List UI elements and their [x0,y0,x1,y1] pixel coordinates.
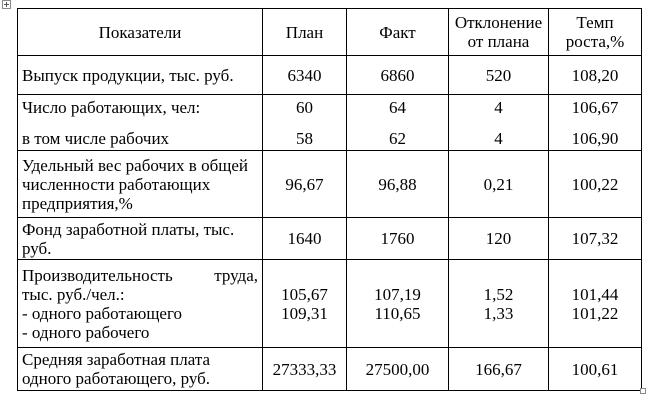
row-sub1-label: - одного работающего [22,303,183,323]
row-label: Фонд заработной платы, тыс. руб. [18,218,263,260]
cell-plan: 6340 [263,56,347,95]
table-row [18,56,642,95]
row-label-group [18,95,263,151]
row-sub-label: в том числе рабочих [22,128,170,148]
cell-sub2-deviation: 1,33 [483,303,514,323]
table-row [18,218,642,260]
cell-plan-group [263,95,347,151]
cell-sub-growth: 106,90 [571,128,619,148]
cell-sub-deviation: 4 [494,128,503,148]
header-growth: Темп роста,% [549,9,642,56]
header-deviation: Отклонение от плана [449,9,549,56]
cell-fact: 64 [389,97,406,117]
cell-plan: 1640 [263,218,347,260]
cell-plan-group [263,260,347,348]
cell-fact: 27500,00 [347,348,449,391]
row-label: Средняя заработная плата одного работающего, руб. [18,348,263,391]
cell-sub-plan: 58 [296,128,313,148]
row-sub2-label: - одного рабочего [22,322,150,342]
cell-growth: 100,22 [549,151,642,218]
row-label: Удельный вес рабочих в общей численности работающих предприятия,% [18,151,263,218]
header-indicators: Показатели [18,9,263,56]
table-row [18,95,642,151]
cell-growth: 108,20 [549,56,642,95]
row-label-group [18,260,263,348]
table-resize-handle-icon[interactable] [640,388,646,394]
cell-growth-group [549,260,642,348]
cell-sub2-fact: 110,65 [374,303,421,323]
header-plan: План [263,9,347,56]
cell-sub2-growth: 101,22 [571,303,619,323]
cell-deviation-group [449,260,549,348]
cell-deviation: 120 [449,218,549,260]
row-label-line: Производительность труда, [22,265,258,285]
cell-sub2-plan: 109,31 [281,303,328,323]
table-header-row [18,9,642,56]
cell-growth: 106,67 [571,97,619,117]
cell-deviation: 520 [449,56,549,95]
cell-fact-group [347,95,449,151]
table-row [18,348,642,391]
cell-sub1-plan: 105,67 [281,284,328,304]
cell-fact: 1760 [347,218,449,260]
cell-fact-group [347,260,449,348]
table-row [18,151,642,218]
row-label-line: тыс. руб./чел.: [22,284,125,304]
cell-fact: 96,88 [347,151,449,218]
cell-sub1-deviation: 1,52 [483,284,514,304]
cell-plan: 27333,33 [263,348,347,391]
table-row [18,260,642,348]
cell-plan: 60 [296,97,313,117]
cell-deviation-group [449,95,549,151]
cell-deviation: 4 [494,97,503,117]
cell-deviation: 166,67 [449,348,549,391]
cell-sub-fact: 62 [389,128,406,148]
table-move-handle-icon[interactable] [2,0,11,9]
cell-growth: 100,61 [549,348,642,391]
row-label: Выпуск продукции, тыс. руб. [18,56,263,95]
cell-sub1-growth: 101,44 [571,284,619,304]
cell-growth: 107,32 [549,218,642,260]
cell-growth-group [549,95,642,151]
indicators-table [17,8,642,391]
cell-fact: 6860 [347,56,449,95]
cell-sub1-fact: 107,19 [374,284,421,304]
header-fact: Факт [347,9,449,56]
cell-plan: 96,67 [263,151,347,218]
cell-deviation: 0,21 [449,151,549,218]
row-label: Число работающих, чел: [22,97,201,117]
